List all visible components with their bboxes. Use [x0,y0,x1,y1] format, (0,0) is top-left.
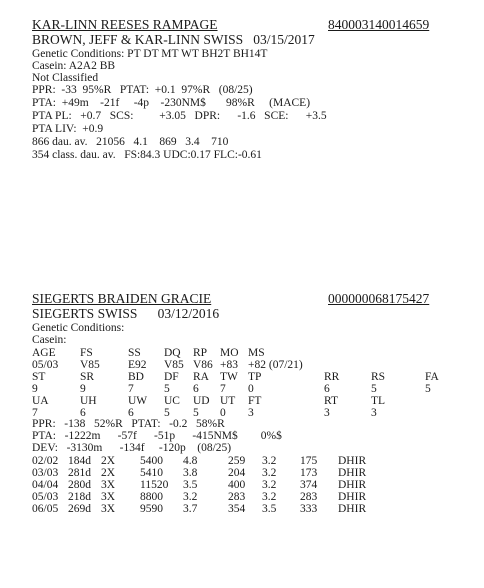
grid-cell: MO [220,347,239,359]
grid-cell: 6 [80,407,86,419]
grid-cell: +82 (07/21) [248,359,303,371]
grid-cell: BD [128,371,144,383]
grid-cell: 5 [193,407,199,419]
grid-cell: 0 [248,383,254,395]
grid-cell: FT [248,395,262,407]
grid-cell: UW [128,395,148,407]
record1-pta-liv-line: PTA LIV: +0.9 [32,123,104,135]
lactation-cell: 02/02 [32,455,59,467]
grid-cell: RA [193,371,209,383]
lactation-cell: 05/03 [32,491,59,503]
grid-cell: UH [80,395,97,407]
grid-cell: TP [248,371,262,383]
lactation-cell: 3.2 [262,467,277,479]
lactation-cell: DHIR [338,467,367,479]
lactation-cell: 354 [228,503,246,515]
grid-cell: 5 [164,407,170,419]
record2-ppr-line: PPR: -138 52%R PTAT: -0.2 58%R [32,418,225,430]
lactation-cell: 3X [101,491,116,503]
lactation-cell: 283 [300,491,318,503]
grid-cell: RP [193,347,208,359]
record2-pta-line: PTA: -1222m -57f -51p -415NM$ 0%$ [32,430,282,442]
lactation-cell: 259 [228,455,246,467]
grid-cell: 7 [220,383,226,395]
lactation-cell: 400 [228,479,246,491]
lactation-cell: 281d [68,467,91,479]
lactation-cell: 374 [300,479,318,491]
record1-owner-line: BROWN, JEFF & KAR-LINN SWISS 03/15/2017 [32,32,315,47]
lactation-cell: 9590 [140,503,163,515]
lactation-cell: 3.7 [183,503,198,515]
grid-cell: 6 [193,383,199,395]
record1-casein: Casein: A2A2 BB [32,60,116,72]
record1-pta-pl-line: PTA PL: +0.7 SCS: +3.05 DPR: -1.6 SCE: +3.5 [32,110,327,122]
record2-genetic-conditions: Genetic Conditions: [32,322,125,334]
grid-cell: RR [324,371,340,383]
lactation-cell: 06/05 [32,503,59,515]
record2-casein: Casein: [32,334,67,346]
grid-cell: 3 [371,407,377,419]
lactation-cell: 3.2 [262,491,277,503]
grid-cell: 9 [80,383,86,395]
grid-cell: RS [371,371,386,383]
grid-cell: SR [80,371,95,383]
lactation-cell: 333 [300,503,318,515]
lactation-cell: 3X [101,479,116,491]
grid-cell: FS [80,347,93,359]
grid-cell: DF [164,371,179,383]
grid-cell: V85 [164,359,184,371]
record1-ppr-line: PPR: -33 95%R PTAT: +0.1 97%R (08/25) [32,84,253,96]
record2-name: SIEGERTS BRAIDEN GRACIE [32,291,212,306]
grid-cell: 5 [164,383,170,395]
lactation-cell: 184d [68,455,91,467]
grid-cell: MS [248,347,265,359]
grid-cell: 0 [220,407,226,419]
grid-cell: 5 [371,383,377,395]
grid-cell: FA [425,371,439,383]
lactation-cell: 3.2 [262,455,277,467]
record1-genetic-conditions: Genetic Conditions: PT DT MT WT BH2T BH14T [32,48,268,60]
grid-cell: 3 [248,407,254,419]
lactation-cell: DHIR [338,479,367,491]
grid-cell: 6 [128,407,134,419]
record1-name: KAR-LINN REESES RAMPAGE [32,17,218,32]
lactation-cell: 175 [300,455,318,467]
grid-cell: 7 [32,407,38,419]
lactation-cell: 3.2 [183,491,198,503]
grid-cell: TL [371,395,386,407]
record2-dev-line: DEV: -3130m -134f -120p (08/25) [32,442,232,454]
lactation-cell: DHIR [338,503,367,515]
grid-cell: E92 [128,359,147,371]
grid-cell: RT [324,395,339,407]
lactation-cell: 03/03 [32,467,59,479]
lactation-cell: 11520 [140,479,169,491]
grid-cell: 5 [425,383,431,395]
grid-cell: UC [164,395,180,407]
lactation-cell: 218d [68,491,91,503]
record2-reg-id: 000000068175427 [328,291,430,306]
grid-cell: 3 [324,407,330,419]
grid-cell: 7 [128,383,134,395]
lactation-cell: 2X [101,467,116,479]
record2-owner-line: SIEGERTS SWISS 03/12/2016 [32,306,220,321]
lactation-cell: 173 [300,467,318,479]
lactation-cell: 204 [228,467,246,479]
lactation-cell: 8800 [140,491,163,503]
lactation-cell: 3X [101,503,116,515]
lactation-cell: DHIR [338,455,367,467]
lactation-cell: 04/04 [32,479,59,491]
lactation-cell: 3.2 [262,479,277,491]
grid-cell: ST [32,371,46,383]
grid-cell: 6 [324,383,330,395]
lactation-cell: 5400 [140,455,163,467]
record1-class-dau-line: 354 class. dau. av. FS:84.3 UDC:0.17 FLC:-0.61 [32,149,262,161]
grid-cell: +83 [220,359,238,371]
lactation-cell: 2X [101,455,116,467]
lactation-cell: 5410 [140,467,163,479]
grid-cell: DQ [164,347,181,359]
grid-cell: UA [32,395,49,407]
grid-cell: UT [220,395,236,407]
record1-pta-line: PTA: +49m -21f -4p -230NM$ 98%R (MACE) [32,97,311,109]
lactation-cell: DHIR [338,491,367,503]
record1-reg-id: 840003140014659 [328,17,430,32]
lactation-cell: 4.8 [183,455,198,467]
lactation-cell: 283 [228,491,246,503]
lactation-cell: 3.5 [262,503,277,515]
lactation-cell: 269d [68,503,91,515]
grid-cell: V86 [193,359,213,371]
lactation-cell: 280d [68,479,91,491]
grid-cell: TW [220,371,238,383]
lactation-cell: 3.5 [183,479,198,491]
grid-cell: AGE [32,347,56,359]
grid-cell: 05/03 [32,359,59,371]
lactation-cell: 3.8 [183,467,198,479]
grid-cell: V85 [80,359,100,371]
record1-dau-avg-line: 866 dau. av. 21056 4.1 869 3.4 710 [32,136,229,148]
grid-cell: 9 [32,383,38,395]
record1-classification: Not Classified [32,72,99,84]
grid-cell: SS [128,347,141,359]
grid-cell: UD [193,395,210,407]
